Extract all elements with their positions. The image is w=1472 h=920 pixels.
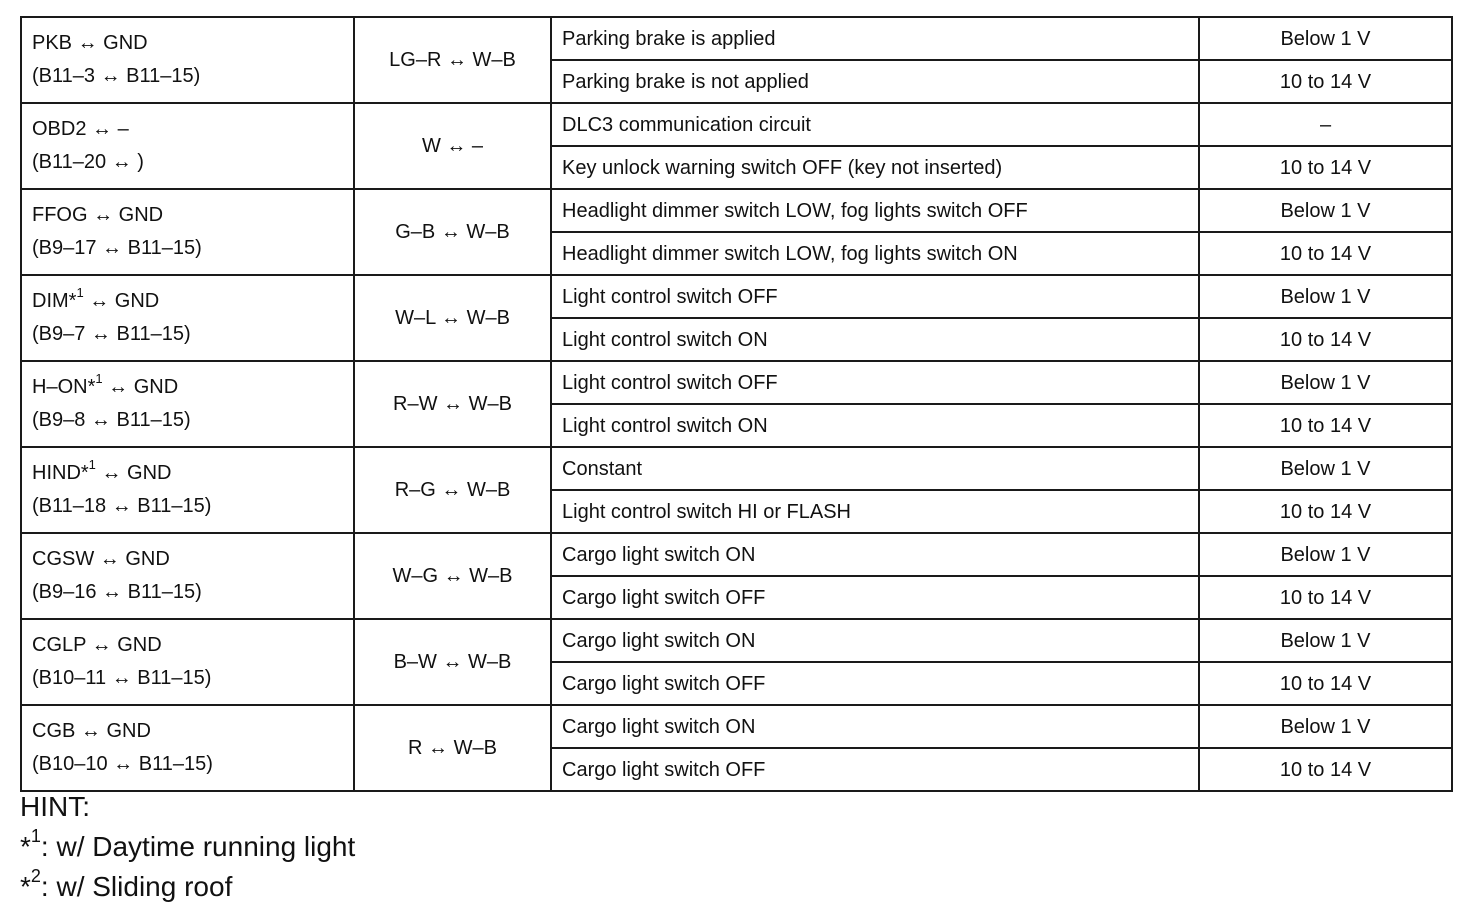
terminal-name	[32, 199, 353, 232]
condition-cell: Key unlock warning switch OFF (key not inserted)	[551, 146, 1199, 189]
condition-cell: Headlight dimmer switch LOW, fog lights switch ON	[551, 232, 1199, 275]
specified-condition-cell: 10 to 14 V	[1199, 576, 1452, 619]
terminal-cell	[21, 275, 354, 361]
wiring-color-cell: B–W ↔ W–B	[354, 619, 551, 705]
terminal-pins: (B10–10 ↔ B11–15)	[32, 753, 213, 775]
hint-note-mark: *	[20, 831, 31, 862]
hint-note-sup: 1	[30, 825, 41, 846]
hint-title: HINT:	[20, 791, 90, 822]
terminal-name-text: PKB ↔ GND	[32, 32, 148, 54]
terminal-pins: (B9–16 ↔ B11–15)	[32, 581, 202, 603]
terminal-pins: (B11–3 ↔ B11–15)	[32, 65, 201, 87]
hint-section	[20, 787, 355, 907]
specified-condition-cell: 10 to 14 V	[1199, 404, 1452, 447]
terminal-name	[32, 27, 353, 60]
hint-note-text: : w/ Sliding roof	[40, 871, 233, 902]
terminal-pins: (B11–20 ↔ )	[32, 151, 144, 173]
table-body	[21, 17, 1452, 791]
terminal-pins: (B10–11 ↔ B11–15)	[32, 667, 212, 689]
terminal-name	[32, 629, 353, 662]
specified-condition-cell: Below 1 V	[1199, 361, 1452, 404]
table-row	[21, 447, 1452, 490]
terminal-inspection-table	[20, 16, 1453, 792]
wiring-color-cell: LG–R ↔ W–B	[354, 17, 551, 103]
terminal-pins: (B9–17 ↔ B11–15)	[32, 237, 202, 259]
specified-condition-cell: 10 to 14 V	[1199, 232, 1452, 275]
terminal-name	[32, 371, 353, 404]
terminal-name-text: H–ON*	[32, 376, 96, 398]
specified-condition-cell: 10 to 14 V	[1199, 60, 1452, 103]
specified-condition-cell: Below 1 V	[1199, 447, 1452, 490]
condition-cell: Cargo light switch ON	[551, 619, 1199, 662]
specified-condition-cell: Below 1 V	[1199, 619, 1452, 662]
hint-note-2	[20, 867, 355, 907]
terminal-pins: (B11–18 ↔ B11–15)	[32, 495, 212, 517]
terminal-name	[32, 285, 353, 318]
specified-condition-cell: 10 to 14 V	[1199, 662, 1452, 705]
table-row	[21, 705, 1452, 748]
terminal-name-text: OBD2 ↔ –	[32, 118, 129, 140]
condition-cell: Parking brake is applied	[551, 17, 1199, 60]
specified-condition-cell: 10 to 14 V	[1199, 748, 1452, 791]
terminal-footnote-sup: 1	[88, 457, 96, 473]
table-row	[21, 17, 1452, 60]
specified-condition-cell: Below 1 V	[1199, 705, 1452, 748]
wiring-color-cell: G–B ↔ W–B	[354, 189, 551, 275]
terminal-footnote-sup: 1	[76, 285, 84, 301]
specified-condition-cell: Below 1 V	[1199, 17, 1452, 60]
terminal-name-text: FFOG ↔ GND	[32, 204, 164, 226]
condition-cell: Parking brake is not applied	[551, 60, 1199, 103]
condition-cell: Cargo light switch OFF	[551, 748, 1199, 791]
table-row	[21, 275, 1452, 318]
hint-note-sup: 2	[30, 865, 41, 886]
table-row	[21, 189, 1452, 232]
terminal-name-text: CGB ↔ GND	[32, 720, 151, 742]
terminal-cell	[21, 619, 354, 705]
terminal-name-rest: ↔ GND	[102, 376, 179, 398]
terminal-name-text: CGLP ↔ GND	[32, 634, 162, 656]
condition-cell: Cargo light switch OFF	[551, 576, 1199, 619]
terminal-cell	[21, 447, 354, 533]
wiring-color-cell: R–G ↔ W–B	[354, 447, 551, 533]
terminal-name-text: CGSW ↔ GND	[32, 548, 170, 570]
terminal-cell	[21, 17, 354, 103]
condition-cell: Constant	[551, 447, 1199, 490]
specified-condition-cell: Below 1 V	[1199, 189, 1452, 232]
terminal-cell	[21, 189, 354, 275]
table-row	[21, 619, 1452, 662]
hint-note-text: : w/ Daytime running light	[40, 831, 356, 862]
terminal-name	[32, 457, 353, 490]
table-row	[21, 103, 1452, 146]
terminal-name-text: DIM*	[32, 290, 77, 312]
terminal-name	[32, 543, 353, 576]
terminal-name	[32, 113, 353, 146]
terminal-footnote-sup: 1	[95, 371, 103, 387]
terminal-cell	[21, 103, 354, 189]
condition-cell: Headlight dimmer switch LOW, fog lights switch OFF	[551, 189, 1199, 232]
condition-cell: Light control switch OFF	[551, 361, 1199, 404]
terminal-name	[32, 715, 353, 748]
specified-condition-cell: –	[1199, 103, 1452, 146]
wiring-color-cell: W–L ↔ W–B	[354, 275, 551, 361]
hint-note-1	[20, 827, 355, 867]
specified-condition-cell: Below 1 V	[1199, 275, 1452, 318]
terminal-cell	[21, 705, 354, 791]
wiring-color-cell: W ↔ –	[354, 103, 551, 189]
condition-cell: Light control switch HI or FLASH	[551, 490, 1199, 533]
specified-condition-cell: Below 1 V	[1199, 533, 1452, 576]
table-row	[21, 533, 1452, 576]
condition-cell: DLC3 communication circuit	[551, 103, 1199, 146]
hint-note-mark: *	[20, 871, 31, 902]
terminal-pins: (B9–7 ↔ B11–15)	[32, 323, 191, 345]
condition-cell: Cargo light switch OFF	[551, 662, 1199, 705]
terminal-cell	[21, 533, 354, 619]
terminal-name-rest: ↔ GND	[95, 462, 172, 484]
condition-cell: Cargo light switch ON	[551, 533, 1199, 576]
terminal-pins: (B9–8 ↔ B11–15)	[32, 409, 191, 431]
specified-condition-cell: 10 to 14 V	[1199, 318, 1452, 361]
specified-condition-cell: 10 to 14 V	[1199, 490, 1452, 533]
terminal-cell	[21, 361, 354, 447]
condition-cell: Light control switch ON	[551, 318, 1199, 361]
condition-cell: Light control switch OFF	[551, 275, 1199, 318]
table-row	[21, 361, 1452, 404]
wiring-color-cell: R–W ↔ W–B	[354, 361, 551, 447]
condition-cell: Light control switch ON	[551, 404, 1199, 447]
wiring-color-cell: W–G ↔ W–B	[354, 533, 551, 619]
condition-cell: Cargo light switch ON	[551, 705, 1199, 748]
specified-condition-cell: 10 to 14 V	[1199, 146, 1452, 189]
terminal-name-rest: ↔ GND	[83, 290, 160, 312]
wiring-color-cell: R ↔ W–B	[354, 705, 551, 791]
terminal-name-text: HIND*	[32, 462, 89, 484]
